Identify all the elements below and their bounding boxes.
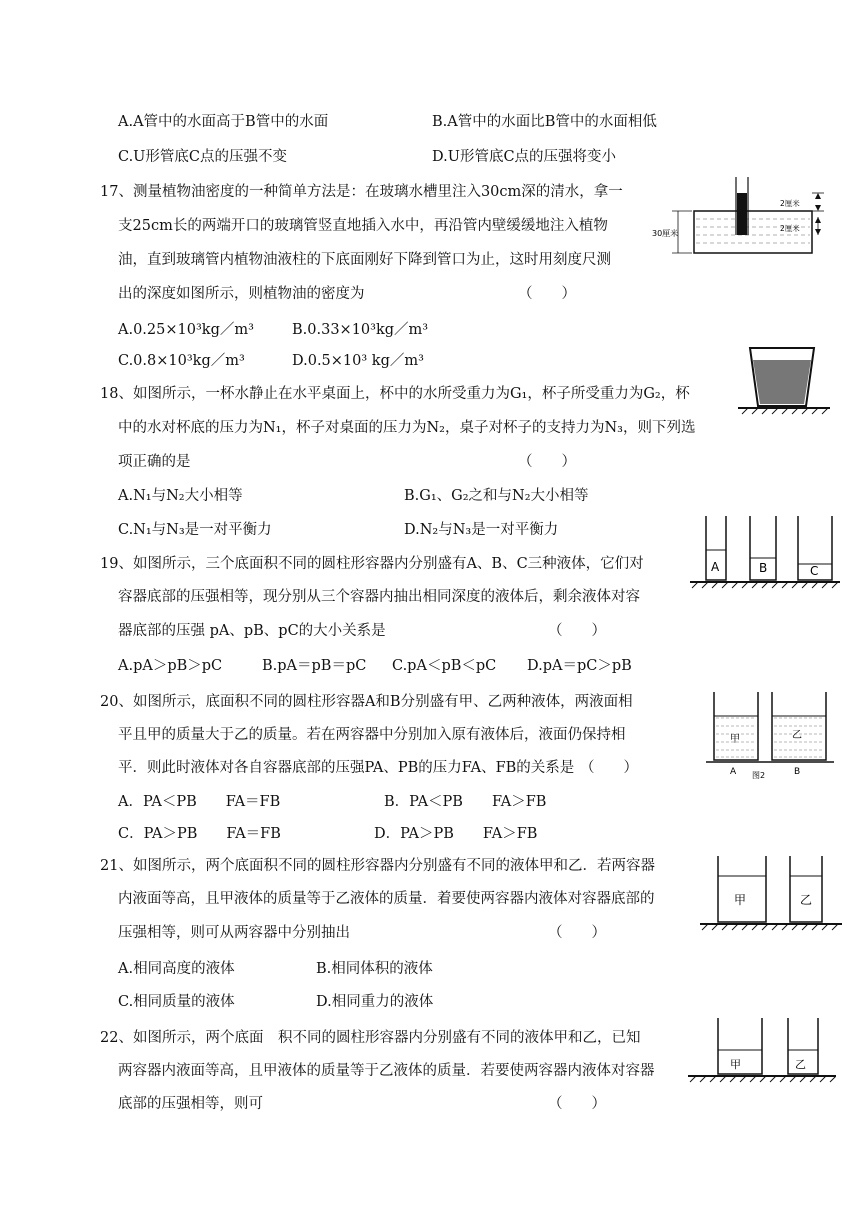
q19-fig-label-c: C bbox=[810, 564, 819, 578]
q17-option-b: B.0.33×10³kg／m³ bbox=[292, 322, 429, 338]
q20-answer-blank: （ ） bbox=[580, 760, 638, 776]
q19-answer-blank: （ ） bbox=[548, 623, 606, 639]
q17-line-2: 支25cm长的两端开口的玻璃管竖直地插入水中，再沿管内壁缓缓地注入植物 bbox=[118, 218, 608, 234]
q20-option-a: A．PA＜PB FA＝FB bbox=[118, 794, 281, 810]
q19-line-2: 容器底部的压强相等，现分别从三个容器内抽出相同深度的液体后，剩余液体对容 bbox=[118, 589, 640, 605]
q16-option-c: C.U形管底C点的压强不变 bbox=[118, 149, 288, 165]
q22-line-3: 底部的压强相等，则可 bbox=[118, 1096, 263, 1112]
q21-fig-label-yi: 乙 bbox=[800, 893, 813, 907]
q19-option-d: D.pA＝pC＞pB bbox=[527, 658, 632, 674]
q17-answer-blank: （ ） bbox=[518, 286, 576, 302]
q16-option-d: D.U形管底C点的压强将变小 bbox=[432, 149, 617, 165]
q19-line-3: 器底部的压强 pA、pB、pC的大小关系是 bbox=[118, 623, 386, 639]
q21-fig-label-jia: 甲 bbox=[734, 893, 747, 907]
q18-answer-blank: （ ） bbox=[518, 454, 576, 470]
q22-figure-two-containers bbox=[688, 1014, 836, 1084]
q17-option-a: A.0.25×10³kg／m³ bbox=[118, 322, 254, 338]
q21-figure-two-containers bbox=[700, 852, 842, 934]
q21-line-2: 内液面等高，且甲液体的质量等于乙液体的质量．着要使两容器内液体对容器底部的 bbox=[118, 891, 655, 907]
q17-fig-label-2cm-top: 2厘米 bbox=[780, 199, 800, 208]
q21-option-b: B.相同体积的液体 bbox=[316, 961, 433, 977]
q20-figure-two-containers bbox=[706, 688, 834, 780]
q21-option-d: D.相同重力的液体 bbox=[316, 994, 434, 1010]
q18-line-2: 中的水对杯底的压力为N₁，杯子对桌面的压力为N₂，桌子对杯子的支持力为N₃，则下列选 bbox=[118, 420, 696, 436]
q18-option-c: C.N₁与N₃是一对平衡力 bbox=[118, 522, 272, 538]
q19-figure-three-containers bbox=[690, 512, 840, 592]
q21-option-c: C.相同质量的液体 bbox=[118, 994, 235, 1010]
q19-fig-label-a: A bbox=[711, 560, 720, 574]
q20-line-1: 20、如图所示，底面积不同的圆柱形容器A和B分别盛有甲、乙两种液体，两液面相 bbox=[100, 694, 633, 710]
q19-option-c: C.pA＜pB＜pC bbox=[392, 658, 497, 674]
q22-line-1: 22、如图所示，两个底面 积不同的圆柱形容器内分别盛有不同的液体甲和乙，已知 bbox=[100, 1030, 641, 1046]
q17-fig-label-30cm: 30厘米 bbox=[652, 229, 679, 238]
q18-figure-cup bbox=[738, 340, 830, 418]
q19-option-a: A.pA＞pB＞pC bbox=[118, 658, 223, 674]
q17-option-d: D.0.5×10³ kg／m³ bbox=[292, 353, 424, 369]
q21-answer-blank: （ ） bbox=[548, 925, 606, 941]
q21-line-1: 21、如图所示，两个底面积不同的圆柱形容器内分别盛有不同的液体甲和乙．若两容器 bbox=[100, 858, 655, 874]
q20-fig-caption: 图2 bbox=[752, 771, 766, 780]
q18-line-1: 18、如图所示，一杯水静止在水平桌面上，杯中的水所受重力为G₁，杯子所受重力为G₂，杯 bbox=[100, 386, 690, 402]
q21-option-a: A.相同高度的液体 bbox=[118, 961, 235, 977]
q18-option-d: D.N₂与N₃是一对平衡力 bbox=[404, 522, 559, 538]
q22-fig-label-yi: 乙 bbox=[795, 1058, 806, 1071]
q20-line-3: 平．则此时液体对各自容器底部的压强PA、PB的压力FA、FB的关系是 bbox=[118, 760, 575, 776]
q20-line-2: 平且甲的质量大于乙的质量。若在两容器中分别加入原有液体后，液面仍保持相 bbox=[118, 727, 626, 743]
q17-option-c: C.0.8×10³kg／m³ bbox=[118, 353, 245, 369]
q20-fig-label-jia: 甲 bbox=[730, 734, 740, 745]
q18-option-b: B.G₁、G₂之和与N₂大小相等 bbox=[404, 488, 589, 504]
q21-line-3: 压强相等，则可从两容器中分别抽出 bbox=[118, 925, 350, 941]
q17-figure-tank-tube bbox=[652, 175, 827, 260]
q20-option-c: C．PA＞PB FA＝FB bbox=[118, 826, 281, 842]
q20-fig-label-yi: 乙 bbox=[792, 730, 802, 741]
q22-answer-blank: （ ） bbox=[548, 1096, 606, 1112]
q17-line-4: 出的深度如图所示，则植物油的密度为 bbox=[118, 286, 365, 302]
q19-option-b: B.pA＝pB＝pC bbox=[262, 658, 367, 674]
q20-fig-label-b: B bbox=[794, 767, 801, 777]
q18-option-a: A.N₁与N₂大小相等 bbox=[118, 488, 243, 504]
q19-line-1: 19、如图所示，三个底面积不同的圆柱形容器内分别盛有A、B、C三种液体，它们对 bbox=[100, 556, 644, 572]
q16-option-a: A.A管中的水面高于B管中的水面 bbox=[118, 114, 329, 130]
q22-line-2: 两容器内液面等高，且甲液体的质量等于乙液体的质量．若要使两容器内液体对容器 bbox=[118, 1063, 655, 1079]
q20-option-b: B．PA＜PB FA＞FB bbox=[384, 794, 547, 810]
q17-line-3: 油，直到玻璃管内植物油液柱的下底面刚好下降到管口为止，这时用刻度尺测 bbox=[118, 252, 611, 268]
q20-option-d: D．PA＞PB FA＞FB bbox=[374, 826, 538, 842]
q20-fig-label-a: A bbox=[730, 767, 737, 777]
q19-fig-label-b: B bbox=[759, 561, 768, 575]
q17-fig-label-2cm-bottom: 2厘米 bbox=[780, 224, 800, 233]
q16-option-b: B.A管中的水面比B管中的水面相低 bbox=[432, 114, 657, 130]
q18-line-3: 项正确的是 bbox=[118, 454, 191, 470]
q22-fig-label-jia: 甲 bbox=[730, 1058, 741, 1071]
q17-line-1: 17、测量植物油密度的一种简单方法是：在玻璃水槽里注入30cm深的清水，拿一 bbox=[100, 184, 623, 200]
